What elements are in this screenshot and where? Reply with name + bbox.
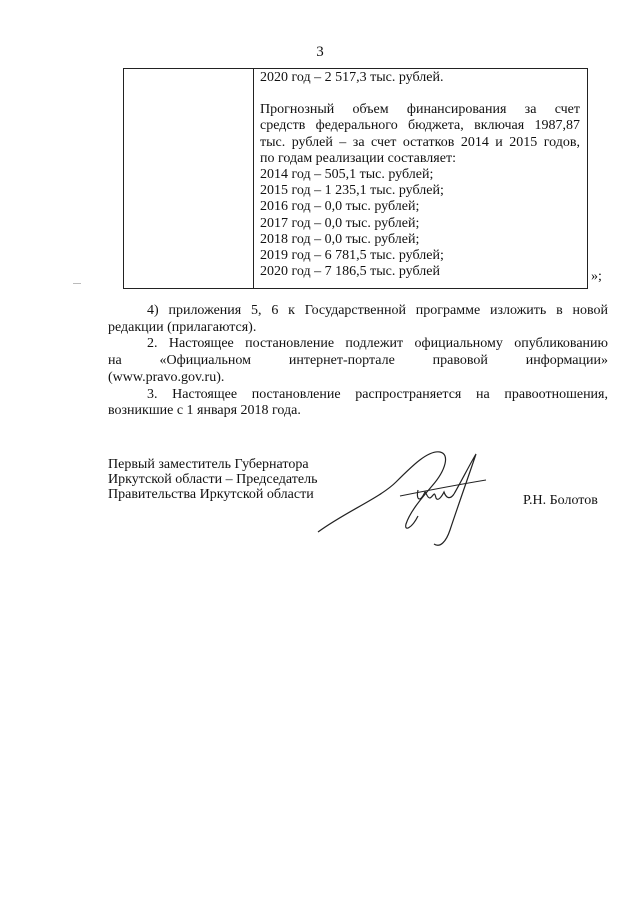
table-year-2014: 2014 год – 505,1 тыс. рублей; [260,167,434,183]
table-paragraph-line-2: средств федерального бюджета, включая 1987,87 [260,118,580,134]
handwritten-signature [300,440,500,550]
table-year-2015: 2015 год – 1 235,1 тыс. рублей; [260,183,444,199]
signer-title [108,457,317,502]
item-4-line-2: редакции (прилагаются). [108,319,257,335]
item-2-line-1: 2. Настоящее постановление подлежит официальному опубликованию [147,336,608,352]
table-year-2017: 2017 год – 0,0 тыс. рублей; [260,215,420,231]
table-year-2020: 2020 год – 7 186,5 тыс. рублей [260,264,440,280]
item-4-line-1: 4) приложения 5, 6 к Государственной программе изложить в новой [147,303,608,318]
item-2-line-3: (www.pravo.gov.ru). [108,369,225,385]
funding-table [123,68,588,289]
item-2-line-2: на «Официальном интернет-портале правовой информации» [108,353,608,369]
table-year-2016: 2016 год – 0,0 тыс. рублей; [260,199,420,215]
margin-mark [73,283,81,284]
item-3-line-1: 3. Настоящее постановление распространяется на правоотношения, [147,386,608,402]
table-paragraph-line-1: Прогнозный объем финансирования за счет [260,102,580,118]
signer-title-line-3: Правительства Иркутской области [108,487,314,502]
table-year-2019: 2019 год – 6 781,5 тыс. рублей; [260,248,444,264]
table-year-2018: 2018 год – 0,0 тыс. рублей; [260,231,420,247]
closing-quote: »; [591,269,602,284]
table-divider [253,69,254,288]
document-body [108,303,608,420]
table-paragraph-line-3: тыс. рублей – за счет остатков 2014 и 2015 годов, [260,134,580,150]
signer-name: Р.Н. Болотов [523,493,598,508]
table-paragraph-intro: по годам реализации составляет: [260,150,456,166]
item-3-line-2: возникшие с 1 января 2018 года. [108,403,301,419]
signer-title-line-1: Первый заместитель Губернатора [108,457,309,472]
table-line-2020-total: 2020 год – 2 517,3 тыс. рублей. [260,70,444,85]
signer-title-line-2: Иркутской области – Председатель [108,472,318,487]
page-number: 3 [316,44,324,60]
table-content-cell [260,70,580,280]
